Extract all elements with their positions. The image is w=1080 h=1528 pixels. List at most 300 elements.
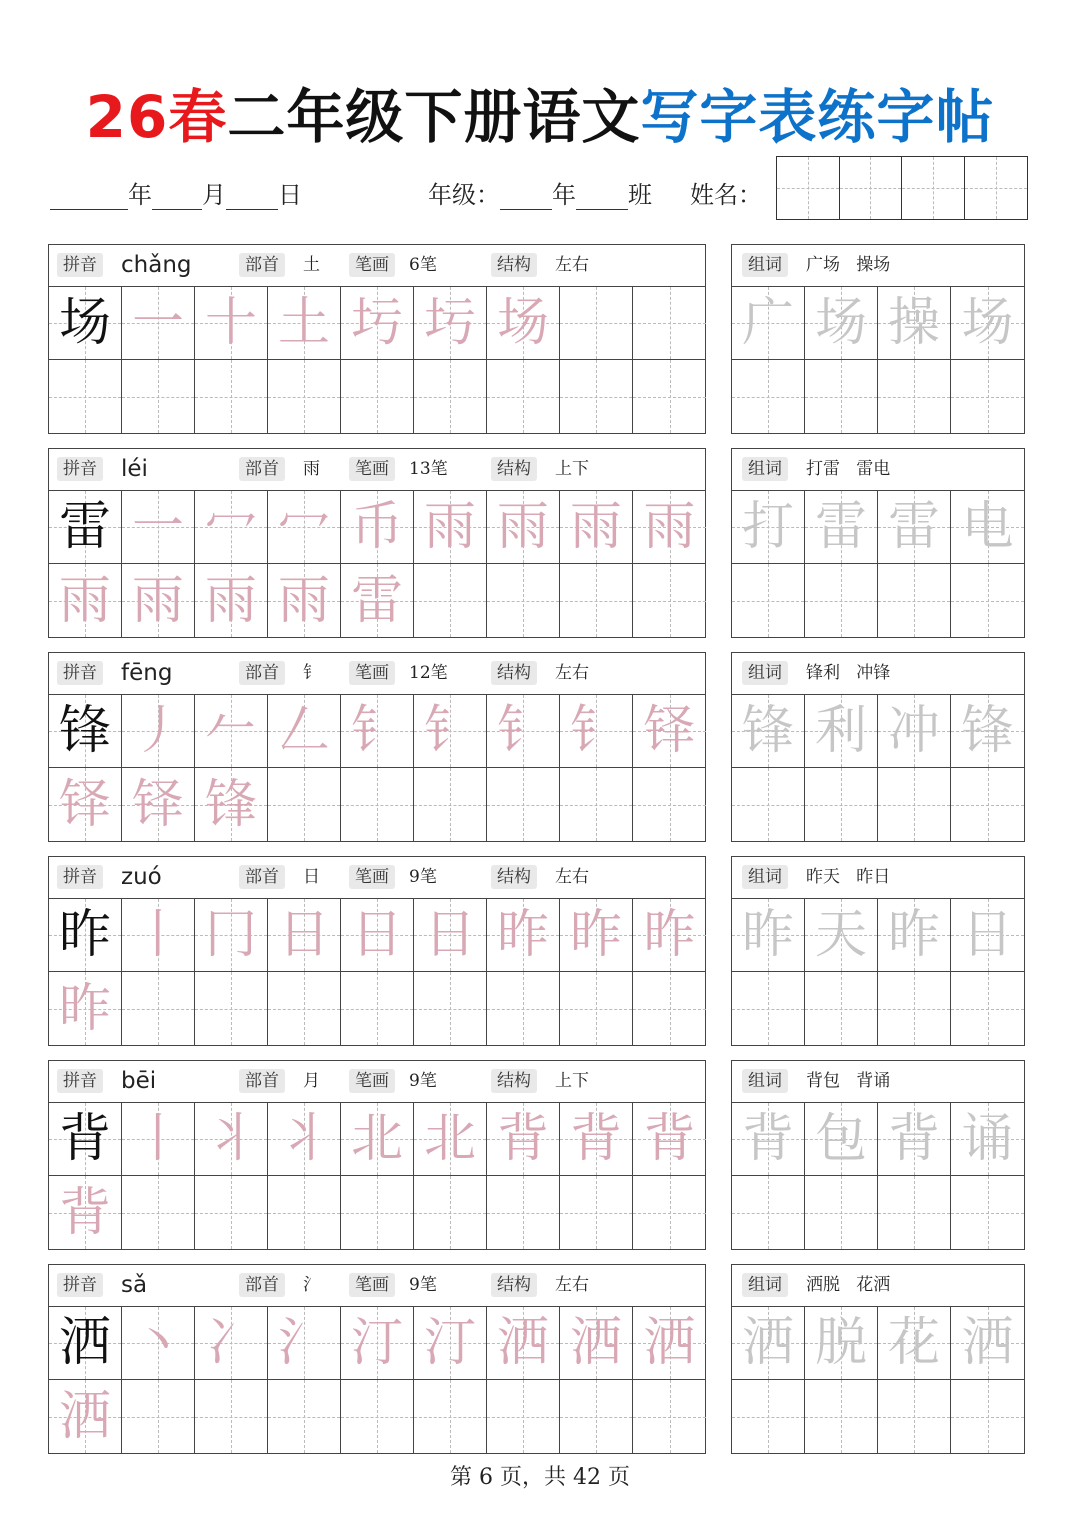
stroke-step — [341, 1307, 414, 1380]
word-trace-cell — [878, 695, 951, 768]
trace-glyph: 背 — [741, 1109, 794, 1169]
stroke-step — [341, 564, 414, 637]
char-practice-block — [48, 448, 706, 638]
word-trace-cell — [805, 287, 878, 360]
empty-cell[interactable] — [633, 564, 706, 637]
word-trace-cell — [805, 1103, 878, 1176]
word-writing-grid — [732, 287, 1024, 433]
word-trace-cell — [732, 899, 805, 972]
character-glyph: 𠃋 — [277, 701, 330, 761]
trace-glyph: 诵 — [961, 1109, 1014, 1169]
character-glyph: 雷 — [58, 497, 111, 557]
empty-cell[interactable] — [487, 768, 560, 841]
day-blank[interactable] — [226, 185, 278, 210]
year-blank[interactable] — [50, 185, 128, 210]
empty-cell[interactable] — [951, 360, 1024, 433]
class-blank[interactable] — [576, 185, 628, 210]
empty-cell[interactable] — [633, 768, 706, 841]
strokes-tag: 笔画 — [349, 1069, 395, 1093]
character-glyph: 日 — [423, 905, 476, 965]
character-glyph: 汀 — [423, 1313, 476, 1373]
pinyin-value: fēng — [121, 660, 173, 686]
stroke-step — [414, 1307, 487, 1380]
word-writing-grid — [732, 491, 1024, 637]
character-glyph: 昨 — [569, 905, 622, 965]
char-practice-block — [48, 652, 706, 842]
trace-glyph: 昨 — [887, 905, 940, 965]
character-glyph: 北 — [423, 1109, 476, 1169]
character-glyph: 圬 — [350, 293, 403, 353]
empty-cell[interactable] — [878, 564, 951, 637]
month-blank[interactable] — [152, 185, 202, 210]
empty-cell[interactable] — [805, 972, 878, 1045]
character-glyph: 洒 — [496, 1313, 549, 1373]
writing-grid — [49, 1103, 705, 1249]
stroke-step — [633, 695, 706, 768]
trace-glyph: 利 — [814, 701, 867, 761]
character-glyph: 背 — [496, 1109, 549, 1169]
empty-cell[interactable] — [878, 768, 951, 841]
word-writing-grid — [732, 1307, 1024, 1453]
character-glyph: 背 — [569, 1109, 622, 1169]
empty-cell[interactable] — [951, 972, 1024, 1045]
stroke-step — [268, 1307, 341, 1380]
empty-cell[interactable] — [951, 1176, 1024, 1249]
word-info-row — [732, 1265, 1024, 1307]
empty-cell[interactable] — [341, 1176, 414, 1249]
character-glyph: 铎 — [643, 701, 696, 761]
model-character — [49, 695, 122, 768]
char-info-row — [49, 653, 705, 695]
word-trace-cell — [878, 899, 951, 972]
character-glyph: 钅 — [423, 701, 476, 761]
empty-cell[interactable] — [268, 360, 341, 433]
empty-cell[interactable] — [414, 564, 487, 637]
char-info-row — [49, 1265, 705, 1307]
empty-cell[interactable] — [805, 1380, 878, 1453]
stroke-step — [633, 1103, 706, 1176]
model-character — [49, 1307, 122, 1380]
empty-cell[interactable] — [878, 972, 951, 1045]
character-glyph: 一 — [131, 293, 184, 353]
character-glyph: 雨 — [569, 497, 622, 557]
word-trace-cell — [878, 287, 951, 360]
character-glyph: 丨 — [131, 905, 184, 965]
character-glyph: 圬 — [423, 293, 476, 353]
writing-grid — [49, 695, 705, 841]
empty-cell[interactable] — [195, 972, 268, 1045]
empty-cell[interactable] — [122, 360, 195, 433]
structure-value: 左右 — [555, 255, 589, 275]
strokes-value: 9笔 — [409, 867, 437, 887]
stroke-step — [414, 287, 487, 360]
word-writing-grid — [732, 695, 1024, 841]
character-glyph: 洒 — [58, 1313, 111, 1373]
character-glyph: 锋 — [58, 701, 111, 761]
stroke-step — [414, 899, 487, 972]
char-practice-block — [48, 856, 706, 1046]
structure-tag: 结构 — [491, 457, 537, 481]
stroke-step — [122, 899, 195, 972]
writing-grid — [49, 287, 705, 433]
stroke-step — [487, 491, 560, 564]
words-value: 锋利 冲锋 — [806, 663, 891, 683]
character-glyph: 冖 — [277, 497, 330, 557]
character-glyph: 氵 — [277, 1313, 330, 1373]
character-glyph: 洒 — [569, 1313, 622, 1373]
page-footer: 第 6 页，共 42 页 — [450, 1465, 630, 1490]
trace-glyph: 冲 — [887, 701, 940, 761]
stroke-step — [122, 564, 195, 637]
title-blue: 写字表练字帖 — [640, 83, 995, 151]
empty-cell[interactable] — [414, 1380, 487, 1453]
empty-cell[interactable] — [195, 1380, 268, 1453]
word-trace-cell — [732, 287, 805, 360]
stroke-step — [268, 564, 341, 637]
trace-glyph: 洒 — [741, 1313, 794, 1373]
trace-glyph: 打 — [741, 497, 794, 557]
name-label: 姓名： — [690, 181, 762, 209]
stroke-step — [487, 1103, 560, 1176]
pinyin-tag: 拼音 — [57, 661, 103, 685]
stroke-step — [195, 899, 268, 972]
empty-cell[interactable] — [487, 360, 560, 433]
character-glyph: 雨 — [277, 570, 330, 631]
empty-cell[interactable] — [805, 1176, 878, 1249]
empty-cell[interactable] — [122, 1176, 195, 1249]
structure-value: 左右 — [555, 867, 589, 887]
empty-cell[interactable] — [268, 972, 341, 1045]
character-glyph: 昨 — [496, 905, 549, 965]
empty-cell[interactable] — [732, 1176, 805, 1249]
name-cell[interactable] — [965, 157, 1028, 219]
empty-cell[interactable] — [878, 360, 951, 433]
word-trace-cell — [732, 491, 805, 564]
empty-cell[interactable] — [633, 1380, 706, 1453]
pinyin-value: bēi — [121, 1068, 157, 1094]
character-glyph: 冫 — [204, 1313, 257, 1373]
stroke-step — [560, 695, 633, 768]
structure-tag: 结构 — [491, 1069, 537, 1093]
word-trace-cell — [951, 1307, 1024, 1380]
empty-cell[interactable] — [414, 972, 487, 1045]
word-trace-cell — [951, 899, 1024, 972]
word-info-row — [732, 245, 1024, 287]
pinyin-value: léi — [121, 456, 148, 482]
empty-cell[interactable] — [341, 360, 414, 433]
empty-cell[interactable] — [878, 1380, 951, 1453]
structure-value: 上下 — [555, 1071, 589, 1091]
empty-cell[interactable] — [805, 360, 878, 433]
trace-glyph: 电 — [961, 497, 1014, 557]
empty-cell[interactable] — [122, 1380, 195, 1453]
empty-cell[interactable] — [49, 360, 122, 433]
stroke-step — [49, 1380, 122, 1453]
pinyin-tag: 拼音 — [57, 253, 103, 277]
empty-cell[interactable] — [560, 360, 633, 433]
character-glyph: 锋 — [204, 774, 257, 835]
stroke-step — [633, 899, 706, 972]
year-label: 年 — [128, 181, 152, 209]
character-glyph: 日 — [350, 905, 403, 965]
empty-cell[interactable] — [633, 1176, 706, 1249]
strokes-tag: 笔画 — [349, 661, 395, 685]
word-practice-block — [731, 244, 1025, 434]
page-title — [0, 70, 1080, 154]
empty-cell[interactable] — [560, 1176, 633, 1249]
empty-cell[interactable] — [732, 768, 805, 841]
stroke-step — [487, 899, 560, 972]
writing-grid — [49, 1307, 705, 1453]
empty-cell[interactable] — [560, 564, 633, 637]
empty-cell[interactable] — [487, 564, 560, 637]
character-glyph: 昨 — [643, 905, 696, 965]
empty-cell[interactable] — [487, 972, 560, 1045]
character-glyph: 雨 — [204, 570, 257, 631]
trace-glyph: 洒 — [961, 1313, 1014, 1373]
trace-glyph: 广 — [741, 293, 794, 353]
writing-grid — [49, 899, 705, 1045]
empty-cell[interactable] — [732, 360, 805, 433]
title-red: 26春 — [85, 83, 228, 151]
strokes-value: 9笔 — [409, 1071, 437, 1091]
writing-grid — [49, 491, 705, 637]
empty-cell[interactable] — [341, 972, 414, 1045]
empty-cell[interactable] — [951, 1380, 1024, 1453]
radical-value: 氵 — [303, 1275, 320, 1295]
structure-tag: 结构 — [491, 1273, 537, 1297]
name-grid[interactable] — [776, 156, 1028, 220]
character-glyph: 背 — [58, 1109, 111, 1169]
empty-cell[interactable] — [951, 768, 1024, 841]
radical-value: 日 — [303, 867, 320, 887]
stroke-step — [341, 899, 414, 972]
stroke-step — [341, 491, 414, 564]
trace-glyph: 雷 — [814, 497, 867, 557]
trace-glyph: 包 — [814, 1109, 867, 1169]
empty-cell[interactable] — [268, 1176, 341, 1249]
char-practice-block — [48, 244, 706, 434]
words-tag: 组词 — [742, 253, 788, 277]
character-glyph: 丨 — [131, 1109, 184, 1169]
stroke-step — [560, 1307, 633, 1380]
word-trace-cell — [878, 491, 951, 564]
character-glyph: 钅 — [350, 701, 403, 761]
structure-tag: 结构 — [491, 253, 537, 277]
stroke-step — [49, 1176, 122, 1249]
radical-value: 土 — [303, 255, 320, 275]
empty-cell[interactable] — [633, 972, 706, 1045]
word-info-row — [732, 653, 1024, 695]
empty-cell[interactable] — [951, 564, 1024, 637]
pinyin-value: chǎng — [121, 252, 192, 278]
words-value: 打雷 雷电 — [806, 459, 891, 479]
character-glyph: 场 — [496, 293, 549, 353]
stroke-step — [341, 287, 414, 360]
stroke-step — [195, 768, 268, 841]
words-tag: 组词 — [742, 457, 788, 481]
title-black: 二年级下册语文 — [227, 83, 641, 151]
structure-tag: 结构 — [491, 865, 537, 889]
trace-glyph: 场 — [961, 293, 1014, 353]
empty-cell[interactable] — [122, 972, 195, 1045]
empty-cell[interactable] — [195, 1176, 268, 1249]
grade-blank[interactable] — [500, 185, 552, 210]
stroke-step — [195, 1307, 268, 1380]
stroke-step — [560, 899, 633, 972]
structure-tag: 结构 — [491, 661, 537, 685]
stroke-step — [122, 1307, 195, 1380]
grade-fields — [428, 175, 652, 210]
character-glyph: 雨 — [496, 497, 549, 557]
empty-cell[interactable] — [487, 1380, 560, 1453]
empty-cell[interactable] — [341, 1380, 414, 1453]
date-fields — [50, 175, 302, 210]
empty-cell[interactable] — [487, 1176, 560, 1249]
name-cell[interactable] — [902, 157, 965, 219]
stroke-step — [414, 695, 487, 768]
character-glyph: 十 — [204, 293, 257, 353]
character-glyph: 土 — [277, 293, 330, 353]
name-cell[interactable] — [777, 157, 840, 219]
word-trace-cell — [951, 287, 1024, 360]
stroke-step — [195, 491, 268, 564]
word-trace-cell — [951, 491, 1024, 564]
empty-cell[interactable] — [414, 1176, 487, 1249]
words-tag: 组词 — [742, 1273, 788, 1297]
word-trace-cell — [805, 695, 878, 768]
empty-cell[interactable] — [195, 360, 268, 433]
empty-cell[interactable] — [268, 768, 341, 841]
character-glyph: 𠂉 — [204, 701, 257, 761]
radical-value: 钅 — [303, 663, 320, 683]
pinyin-tag: 拼音 — [57, 1273, 103, 1297]
stroke-step — [195, 1103, 268, 1176]
character-glyph: 铎 — [131, 774, 184, 835]
pinyin-value: sǎ — [121, 1272, 148, 1298]
words-value: 背包 背诵 — [806, 1071, 891, 1091]
character-glyph: 洒 — [643, 1313, 696, 1373]
character-glyph: 丬 — [277, 1109, 330, 1169]
stroke-step — [341, 1103, 414, 1176]
empty-cell[interactable] — [341, 768, 414, 841]
words-tag: 组词 — [742, 865, 788, 889]
character-glyph: 场 — [58, 293, 111, 353]
words-value: 昨天 昨日 — [806, 867, 891, 887]
stroke-step — [122, 491, 195, 564]
pinyin-tag: 拼音 — [57, 1069, 103, 1093]
trace-glyph: 日 — [961, 905, 1014, 965]
name-cell[interactable] — [840, 157, 903, 219]
word-writing-grid — [732, 899, 1024, 1045]
class-label: 班 — [628, 181, 652, 209]
empty-cell[interactable] — [560, 972, 633, 1045]
character-glyph: 铎 — [58, 774, 111, 835]
stroke-step — [195, 564, 268, 637]
trace-glyph: 脱 — [814, 1313, 867, 1373]
stroke-step — [49, 768, 122, 841]
empty-cell[interactable] — [560, 287, 633, 360]
strokes-value: 13笔 — [409, 459, 448, 479]
character-glyph: 丶 — [131, 1313, 184, 1373]
word-trace-cell — [878, 1307, 951, 1380]
strokes-tag: 笔画 — [349, 1273, 395, 1297]
char-info-row — [49, 857, 705, 899]
char-practice-block — [48, 1060, 706, 1250]
word-trace-cell — [732, 1103, 805, 1176]
empty-cell[interactable] — [732, 972, 805, 1045]
trace-glyph: 雷 — [887, 497, 940, 557]
pinyin-value: zuó — [121, 864, 162, 890]
stroke-step — [268, 491, 341, 564]
word-trace-cell — [732, 695, 805, 768]
empty-cell[interactable] — [560, 768, 633, 841]
stroke-step — [414, 491, 487, 564]
radical-tag: 部首 — [239, 1273, 285, 1297]
empty-cell[interactable] — [268, 1380, 341, 1453]
stroke-step — [487, 287, 560, 360]
stroke-step — [122, 695, 195, 768]
pinyin-tag: 拼音 — [57, 457, 103, 481]
stroke-step — [487, 1307, 560, 1380]
character-glyph: 钅 — [496, 701, 549, 761]
stroke-step — [49, 564, 122, 637]
strokes-value: 12笔 — [409, 663, 448, 683]
radical-tag: 部首 — [239, 661, 285, 685]
grade-year-label: 年 — [552, 181, 576, 209]
empty-cell[interactable] — [805, 564, 878, 637]
empty-cell[interactable] — [878, 1176, 951, 1249]
trace-glyph: 天 — [814, 905, 867, 965]
stroke-step — [633, 491, 706, 564]
words-value: 广场 操场 — [806, 255, 891, 275]
word-trace-cell — [805, 1307, 878, 1380]
stroke-step — [633, 1307, 706, 1380]
character-glyph: 雨 — [131, 570, 184, 631]
character-glyph: 汀 — [350, 1313, 403, 1373]
character-glyph: 北 — [350, 1109, 403, 1169]
empty-cell[interactable] — [732, 564, 805, 637]
day-label: 日 — [278, 181, 302, 209]
empty-cell[interactable] — [560, 1380, 633, 1453]
empty-cell[interactable] — [414, 768, 487, 841]
radical-value: 月 — [303, 1071, 320, 1091]
char-practice-block — [48, 1264, 706, 1454]
word-practice-block — [731, 448, 1025, 638]
character-glyph: 一 — [131, 497, 184, 557]
trace-glyph: 操 — [887, 293, 940, 353]
word-practice-block — [731, 1264, 1025, 1454]
empty-cell[interactable] — [633, 360, 706, 433]
structure-value: 左右 — [555, 663, 589, 683]
empty-cell[interactable] — [732, 1380, 805, 1453]
word-trace-cell — [805, 491, 878, 564]
empty-cell[interactable] — [633, 287, 706, 360]
character-glyph: 昨 — [58, 978, 111, 1039]
radical-tag: 部首 — [239, 1069, 285, 1093]
stroke-step — [414, 1103, 487, 1176]
empty-cell[interactable] — [414, 360, 487, 433]
char-info-row — [49, 245, 705, 287]
empty-cell[interactable] — [805, 768, 878, 841]
strokes-value: 9笔 — [409, 1275, 437, 1295]
model-character — [49, 899, 122, 972]
stroke-step — [195, 287, 268, 360]
word-info-row — [732, 1061, 1024, 1103]
character-glyph: 背 — [643, 1109, 696, 1169]
model-character — [49, 1103, 122, 1176]
model-character — [49, 287, 122, 360]
